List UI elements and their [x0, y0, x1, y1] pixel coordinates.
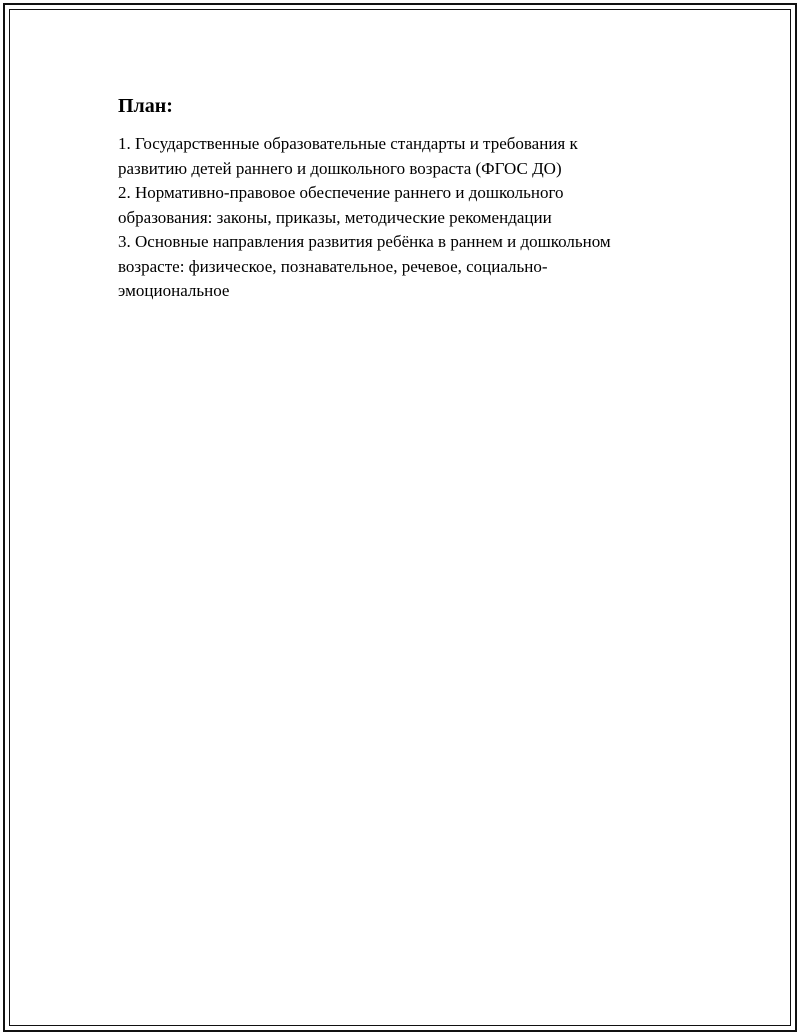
plan-item-3 — [118, 230, 718, 304]
plan-item-1-line-2: развитию детей раннего и дошкольного возраста (ФГОС ДО) — [118, 158, 562, 178]
plan-item-1 — [118, 132, 718, 181]
plan-item-2 — [118, 181, 718, 230]
plan-item-1-line-1: 1. Государственные образовательные стандарты и требования к — [118, 134, 578, 153]
plan-item-3-line-2: возрасте: физическое, познавательное, речевое, социально- — [118, 256, 548, 276]
plan-item-3-line-1: 3. Основные направления развития ребёнка в раннем и дошкольном — [118, 232, 611, 251]
plan-item-2-line-1: 2. Нормативно-правовое обеспечение раннего и дошкольного — [118, 183, 564, 202]
plan-item-2-line-2: образования: законы, приказы, методические рекомендации — [118, 207, 552, 227]
plan-item-3-line-3: эмоциональное — [118, 281, 230, 300]
plan-list — [118, 132, 718, 304]
plan-title: План: — [118, 95, 173, 117]
document-content — [118, 94, 718, 304]
